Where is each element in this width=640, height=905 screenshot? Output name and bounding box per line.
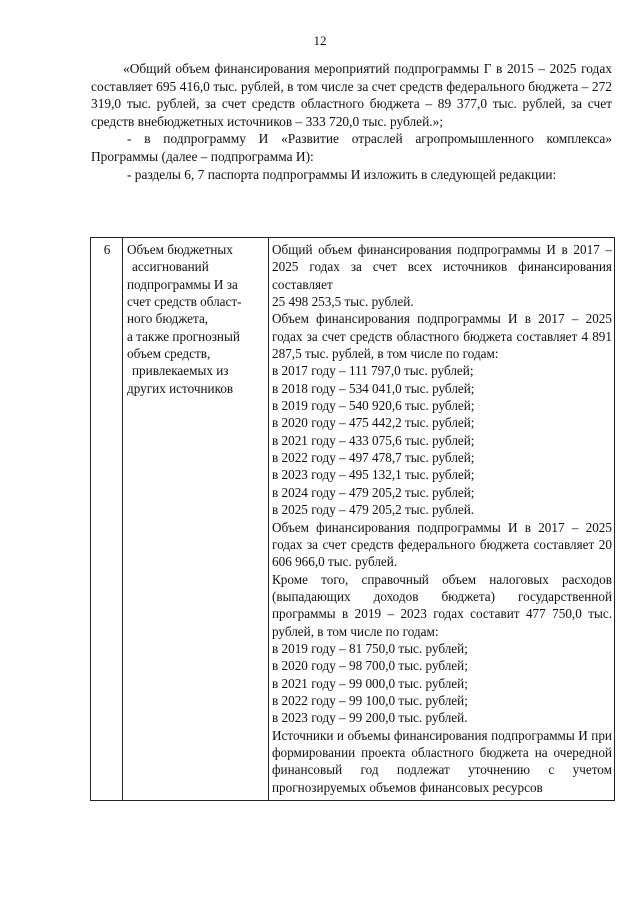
tax-year-line: в 2019 году – 81 750,0 тыс. рублей; — [272, 640, 468, 656]
label-line: Объем бюджетных — [127, 242, 233, 257]
tax-year-line: в 2022 году – 99 100,0 тыс. рублей; — [272, 692, 468, 708]
regional-budget-text: Объем финансирования подпрограммы И в 2017 – 2025 годах за счет средств областного бюджета составляет 4 891 287,5 тыс. рублей, в том числе по годам: — [272, 311, 612, 362]
regional-year-line: в 2022 году – 497 478,7 тыс. рублей; — [272, 450, 475, 466]
regional-year-line: в 2019 году – 540 920,6 тыс. рублей; — [272, 398, 475, 414]
regional-year-line: в 2020 году – 475 442,2 тыс. рублей; — [272, 415, 475, 431]
label-line: других источников — [127, 380, 234, 396]
label-line: объем средств, — [127, 346, 211, 362]
intro-text — [91, 60, 612, 183]
closing-text: Источники и объемы финансирования подпрограммы И при формировании проекта областного бюджета на очередной финансовый год подлежат уточнению с учетом прогнозируемых объемов финансовых ресурсов — [272, 727, 612, 795]
regional-year-line: в 2017 году – 111 797,0 тыс. рублей; — [272, 363, 474, 379]
regional-year-line: в 2024 году – 479 205,2 тыс. рублей; — [272, 484, 475, 500]
label-line: привлекаемых из — [132, 363, 229, 379]
federal-budget-text: Объем финансирования подпрограммы И в 2017 – 2025 годах за счет средств федерального бюджета составляет 20 606 966,0 тыс. рублей. — [272, 519, 612, 570]
regional-year-line: в 2025 году – 479 205,2 тыс. рублей. — [272, 502, 475, 518]
tax-year-line: в 2023 году – 99 200,0 тыс. рублей. — [272, 710, 468, 726]
label-line: а также прогнозный — [127, 328, 240, 344]
table-row — [91, 238, 615, 801]
passport-table — [90, 237, 615, 801]
row-number: 6 — [91, 238, 123, 801]
row-content — [269, 238, 615, 801]
item-sections: - разделы 6, 7 паспорта подпрограммы И изложить в следующей редакции: — [127, 166, 557, 182]
tax-year-line: в 2020 году – 98 700,0 тыс. рублей; — [272, 658, 468, 674]
regional-year-line: в 2023 году – 495 132,1 тыс. рублей; — [272, 467, 475, 483]
regional-year-line: в 2021 году – 433 075,6 тыс. рублей; — [272, 432, 475, 448]
label-line: ного бюджета, — [127, 311, 209, 327]
tax-expenditure-text: Кроме того, справочный объем налоговых расходов (выпадающих доходов бюджета) государственной программы в 2019 – 2023 годах составит 477 750,0 тыс. рублей, в том числе по годам: — [272, 571, 612, 639]
total-financing-text: Общий объем финансирования подпрограммы И в 2017 – 2025 годах за счет всех источников финансирования составляет — [272, 242, 612, 292]
total-financing-amount: 25 498 253,5 тыс. рублей. — [272, 294, 414, 310]
tax-year-line: в 2021 году – 99 000,0 тыс. рублей; — [272, 675, 468, 691]
row-label — [123, 238, 269, 801]
item-subprogram: - в подпрограмму И «Развитие отраслей агропромышленного комплекса» Программы (далее – подпрограмма И): — [91, 131, 612, 164]
label-line: счет средств област- — [127, 294, 242, 310]
label-line: ассигнований — [132, 259, 209, 275]
page-number: 12 — [313, 33, 327, 48]
regional-year-line: в 2018 году – 534 041,0 тыс. рублей; — [272, 380, 475, 396]
quote-paragraph: «Общий объем финансирования мероприятий подпрограммы Г в 2015 – 2025 годах составляет 695 416,0 тыс. рублей, в том числе за счет средств федерального бюджета – 272 319,0 тыс. рублей, за счет средств областного бюджета – 89 377,0 тыс. рублей, за счет средств внебюджетных источников – 333 720,0 тыс. рублей.»; — [91, 61, 612, 129]
label-line: подпрограммы И за — [127, 276, 238, 292]
